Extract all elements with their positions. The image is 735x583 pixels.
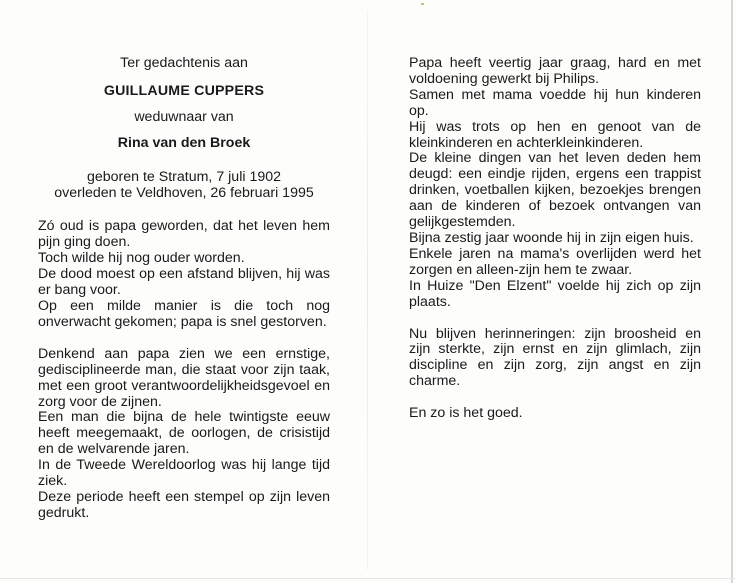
spouse-name: Rina van den Broek [117, 134, 251, 151]
paragraph-line: De dood moest op een afstand blijven, hij was er bang voor. [38, 266, 330, 299]
paragraph-gap [409, 311, 701, 327]
paragraph-gap [38, 331, 330, 347]
right-column [409, 56, 701, 422]
paragraph-line: Een man die bijna de hele twintigste eeuw heeft meegemaakt, de oorlogen, de crisistijd en de welvarende jaren. [38, 409, 330, 458]
paragraph-line: Hij was trots op hen en genoot van de kleinkinderen en achterkleinkinderen. [409, 118, 701, 151]
birth-line: geboren te Stratum, 7 juli 1902 [86, 168, 282, 185]
ink-speck [421, 3, 424, 5]
left-column [38, 56, 330, 522]
death-line: overleden te Veldhoven, 26 februari 1995 [54, 184, 314, 201]
paragraph-line: Zó oud is papa geworden, dat het leven hem pijn ging doen. [38, 218, 330, 251]
paragraph-line: Toch wilde hij nog ouder worden. [38, 250, 245, 267]
closing-line: En zo is het goed. [409, 405, 523, 422]
paragraph-gap [409, 390, 701, 406]
paragraph-line: Deze periode heeft een stempel op zijn leven gedrukt. [38, 488, 330, 521]
paragraph-line: Papa heeft veertig jaar graag, hard en met voldoening gewerkt bij Philips. [409, 55, 701, 87]
paragraph-line: Nu blijven herinneringen: zijn broosheid en zijn sterkte, zijn ernst en zijn glimlach, zijn discipline en zijn zorg, zijn angst en zijn charme. [409, 325, 701, 390]
paragraph-line: Enkele jaren na mama's overlijden werd het zorgen en alleen-zijn hem te zwaar. [409, 245, 701, 278]
paragraph-line: Bijna zestig jaar woonde hij in zijn eigen huis. [409, 229, 694, 246]
paragraph-line: Denkend aan papa zien we een ernstige, gedisciplineerde man, die staat voor zijn taak, met een groot verantwoordelijkheidsgevoel en zorg voor de zijnen. [38, 345, 330, 410]
deceased-name: GUILLAUME CUPPERS [103, 82, 265, 99]
paragraph-line: In Huize "Den Elzent" voelde hij zich op zijn plaats. [409, 277, 701, 310]
card-fold-line [367, 10, 368, 570]
intro-text: Ter gedachtenis aan [120, 55, 248, 71]
paragraph-line: Samen met mama voedde hij hun kinderen op. [409, 86, 701, 119]
relation-text: weduwnaar van [134, 108, 234, 125]
life-dates [38, 170, 330, 202]
paragraph-line: In de Tweede Wereldoorlog was hij lange tijd ziek. [38, 457, 330, 490]
card-right-edge [731, 0, 733, 583]
memorial-header [38, 56, 330, 152]
paragraph-line: Op een milde manier is die toch nog onverwacht gekomen; papa is snel gestorven. [38, 297, 330, 330]
paragraph-line: De kleine dingen van het leven deden hem deugd: een eindje rijden, ergens een trappist drinken, voetballen kijken, bezoekjes brengen aan de kinderen of bezoek ontvangen van gelijkgestemden. [409, 150, 701, 231]
card-bottom-edge [0, 578, 735, 579]
